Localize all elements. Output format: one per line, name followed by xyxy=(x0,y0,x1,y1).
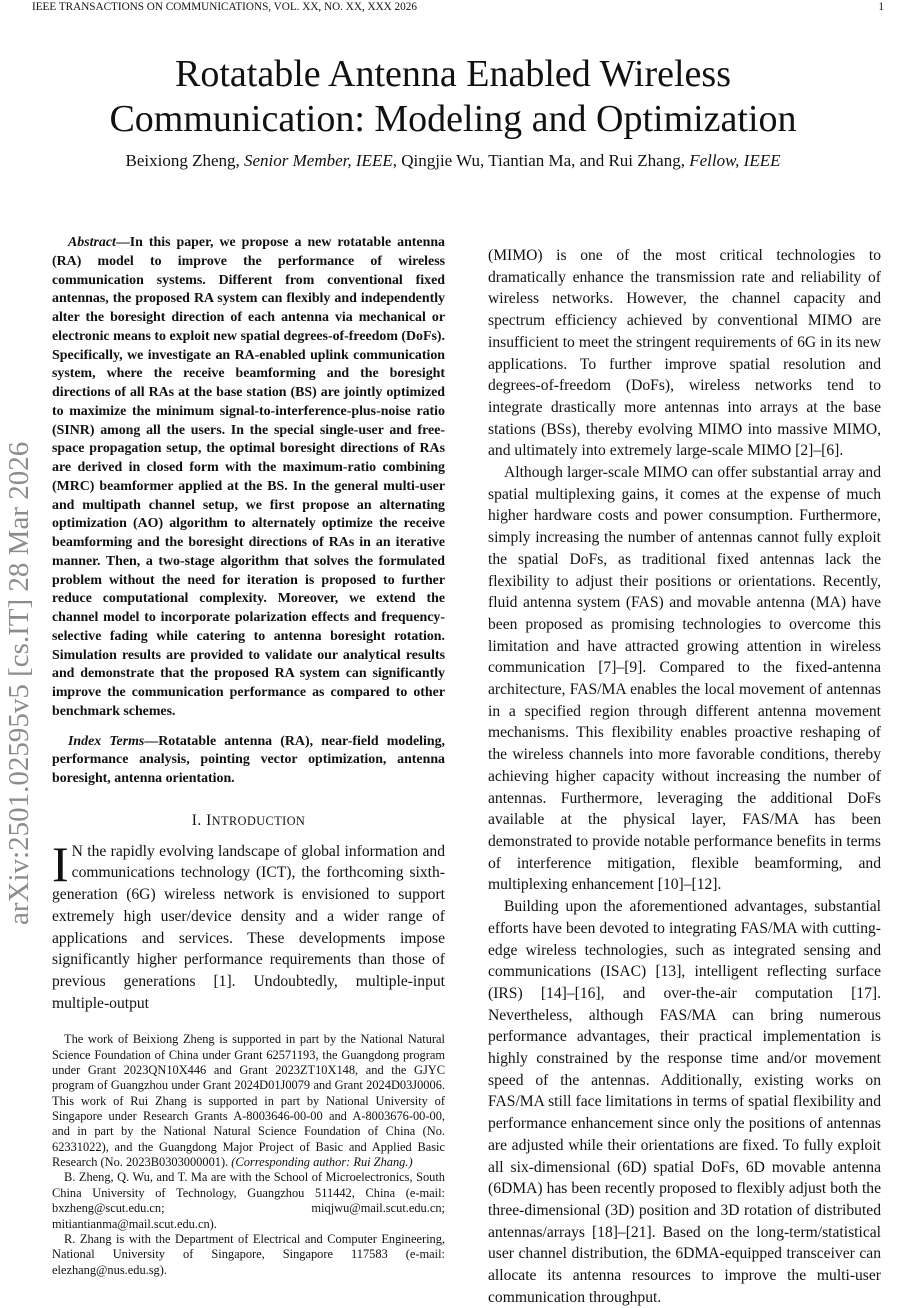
paragraph: Although larger-scale MIMO can offer substantial array and spatial multiplexing gains, it comes at the expense of much higher hardware costs and power consumption. Furthermore, simply increasing the number of antennas cannot fully exploit the spatial DoFs, as traditional fixed antennas lack the flexibility to adjust their positions or orientations. Recently, fluid antenna system (FAS) and movable antenna (MA) have been proposed as promising technologies to overcome this limitation and have attracted growing attention in wireless communication [7]–[9]. Compared to the fixed-antenna architecture, FAS/MA enables the local movement of antennas in a specified region through different antenna movement mechanisms. This flexibility enables proactive reshaping of the wireless channels into more favorable conditions, thereby achieving higher capacity without increasing the number of antennas. Furthermore, leveraging the additional DoFs available at the physical layer, FAS/MA has been demonstrated to provide notable performance benefits in terms of interference mitigation, flexible beamforming, and multiplexing enhancement [10]–[12]. xyxy=(488,464,881,894)
drop-cap: I xyxy=(52,835,69,892)
author-list xyxy=(60,151,846,171)
title-line: Rotatable Antenna Enabled Wireless xyxy=(175,53,731,95)
author-membership: Fellow, IEEE xyxy=(689,151,781,170)
footnote-affiliation: B. Zheng, Q. Wu, and T. Ma are with the School of Microelectronics, South China University of Technology, Guangzhou 511442, China (e-mail: bxzheng@scut.edu.cn; miqjwu@mail.scut.edu.cn; mitiantianma@mail.scut.edu.cn). xyxy=(52,1170,445,1231)
footnotes xyxy=(52,1032,445,1278)
index-terms-text: —Rotatable antenna (RA), near-field modeling, performance analysis, pointing vector optimization, antenna boresight, antenna orientation. xyxy=(52,733,445,786)
index-terms-label: Index Terms xyxy=(68,733,145,749)
left-column xyxy=(52,234,445,1278)
author: , Qingjie Wu, Tiantian Ma, and Rui Zhang, xyxy=(392,151,690,170)
paragraph: (MIMO) is one of the most critical technologies to dramatically enhance the transmission rate and reliability of wireless networks. However, the channel capacity and spectrum efficiency achieved by conventional MIMO are insufficient to meet the stringent requirements of 6G in its new applications. To further improve spatial resolution and degrees-of-freedom (DoFs), wireless networks tend to integrate drastically more antennas into arrays at the base stations (BSs), thereby evolving MIMO into massive MIMO, and ultimately into extremely large-scale MIMO [2]–[6]. xyxy=(488,247,881,460)
intro-paragraph: I N the rapidly evolving landscape of global information and communications technology (ICT), the forthcoming sixth-generation (6G) wireless network is envisioned to support extremely high user/device density and a wider range of applications and services. These developments impose significantly higher performance requirements than those of previous generations [1]. Undoubtedly, multiple-input multiple-output xyxy=(52,835,445,1012)
arxiv-stamp: arXiv:2501.02595v5 [cs.IT] 28 Mar 2026 xyxy=(3,441,35,925)
abstract-label: Abstract xyxy=(68,235,116,250)
paragraph: Building upon the aforementioned advantages, substantial efforts have been devoted to integrating FAS/MA with cutting-edge wireless technologies, such as integrated sensing and communications (ISAC) [13], intelligent reflecting surface (IRS) [14]–[16], and over-the-air computation [17]. Nevertheless, although FAS/MA can bring numerous performance advantages, their practical implementation is highly constrained by the response time and/or movement speed of the antennas. Additionally, existing works on FAS/MA still face limitations in terms of spatial flexibility and performance enhancement since only the positions of antennas are adjusted while their orientations are fixed. To fully exploit all six-dimensional (6D) spatial DoFs, 6D movable antenna (6DMA) has been recently proposed to flexibly adjust both the three-dimensional (3D) position and 3D rotation of distributed antennas/arrays [18]–[21]. Based on the long-term/statistical user channel distribution, the 6DMA-equipped transceiver can allocate its antenna resources to improve the multi-user communication throughput. xyxy=(488,898,881,1306)
author-membership: Senior Member, IEEE xyxy=(244,151,393,170)
footnote-affiliation: R. Zhang is with the Department of Electrical and Computer Engineering, National University of Singapore, Singapore 117583 (e-mail: elezhang@nus.edu.sg). xyxy=(52,1231,445,1277)
title-line: Communication: Modeling and Optimization xyxy=(109,98,797,140)
paper-title xyxy=(60,52,846,142)
right-column xyxy=(488,245,881,1308)
abstract-text: —In this paper, we propose a new rotatable antenna (RA) model to improve the performance of wireless communication systems. Different from conventional fixed antennas, the proposed RA system can flexibly and independently alter the boresight direction of each antenna via mechanical or electronic means to exploit new spatial degrees-of-freedom (DoFs). Specifically, we investigate an RA-enabled uplink communication system, where the receive beamforming and the boresight directions of all RAs at the base station (BS) are jointly optimized to maximize the minimum signal-to-interference-plus-noise ratio (SINR) among all the users. In the special single-user and free-space propagation setup, the optimal boresight directions of RAs are derived in closed form with the maximum-ratio combining (MRC) beamformer applied at the BS. In the general multi-user and multipath channel setup, we first propose an alternating optimization (AO) algorithm to alternately optimize the receive beamforming and the boresight directions of RAs in an iterative manner. Then, a two-stage algorithm that solves the formulated problem without the need for iteration is proposed to further reduce computational complexity. Moreover, we extend the channel model to incorporate polarization effects and frequency-selective fading while catering to antenna boresight rotation. Simulation results are provided to validate our analytical results and demonstrate that the proposed RA system can significantly improve the communication performance as compared to other benchmark schemes. xyxy=(52,235,445,719)
page-number: 1 xyxy=(878,1,884,13)
footnote-funding: The work of Beixiong Zheng is supported in part by the National Natural Science Foundation of China under Grant 62571193, the Guangdong program under Grant 2023QN10X446 and Grant 2023ZT10X148, and the GJYC program of Guangzhou under Grant 2024D01J0079 and Grant 2024D03J0006. This work of Rui Zhang is supported in part by National University of Singapore under Research Grants A-8003646-00-00 and A-8003676-00-00, and in part by the National Natural Science Foundation of China (No. 62331022), and the Guangdong Major Project of Basic and Applied Basic Research (No. 2023B0303000001). (Corresponding author: Rui Zhang.) xyxy=(52,1032,445,1170)
author: Beixiong Zheng, xyxy=(125,151,244,170)
abstract xyxy=(52,234,445,789)
running-head: IEEE TRANSACTIONS ON COMMUNICATIONS, VOL. XX, NO. XX, XXX 2026 xyxy=(32,1,417,13)
section-heading: I. INTRODUCTION xyxy=(191,811,306,829)
